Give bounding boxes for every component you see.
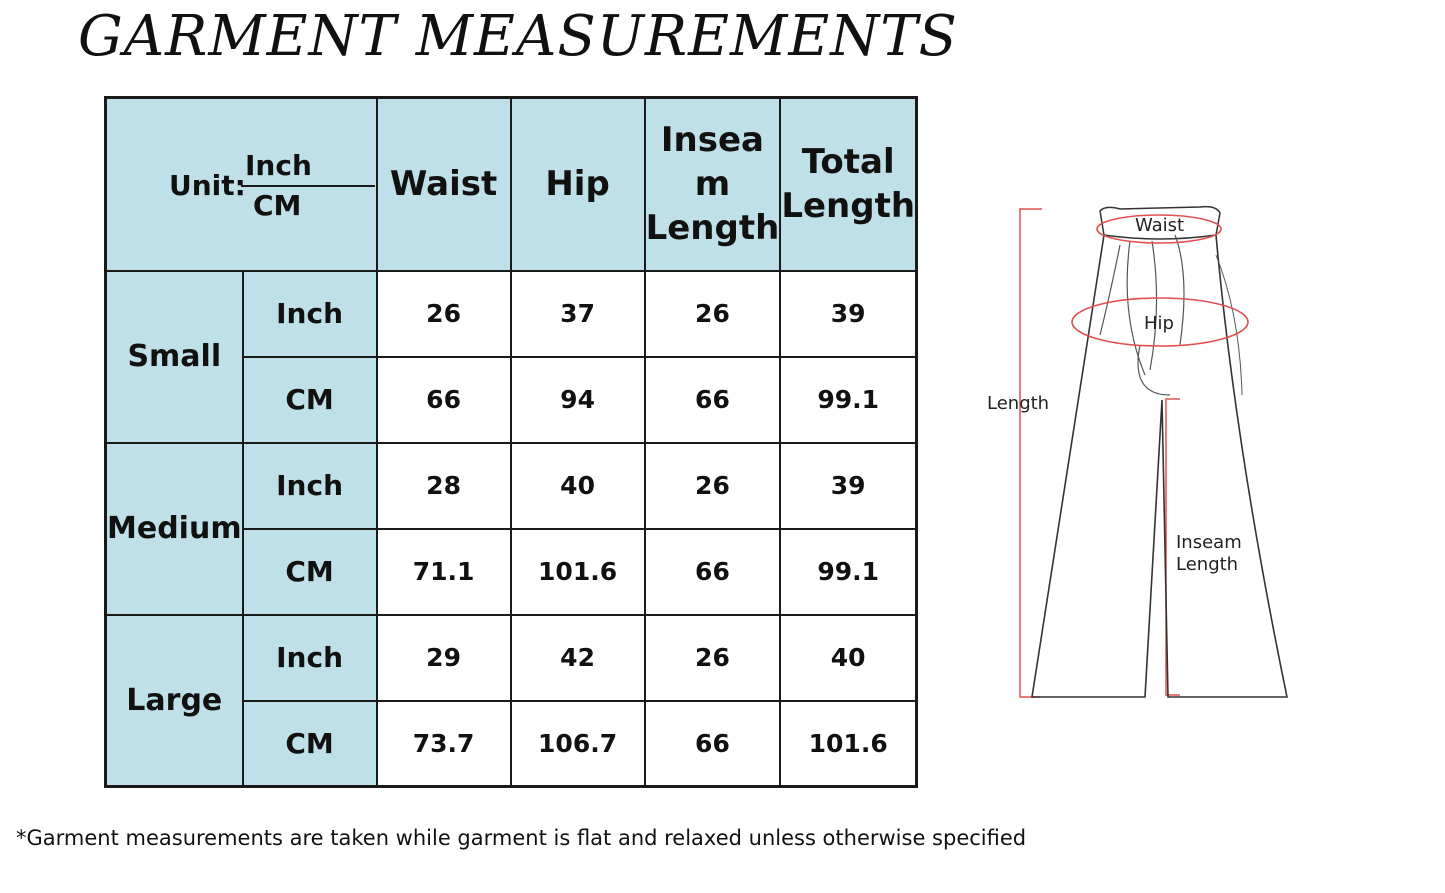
page-title: GARMENT MEASUREMENTS (78, 4, 958, 69)
unit-header-cell (106, 98, 377, 271)
pants-outline-icon (980, 195, 1310, 705)
value-cell: 39 (780, 271, 916, 357)
value-cell: 26 (645, 615, 781, 701)
value-cell: 66 (645, 701, 781, 787)
value-cell: 101.6 (511, 529, 645, 615)
header-row (106, 98, 917, 271)
value-cell: 26 (645, 443, 781, 529)
unit-divider (241, 185, 375, 187)
inseam-label-line2: Length (1176, 554, 1239, 575)
size-medium: Medium (106, 443, 243, 615)
inseam-label-line1: Inseam (1176, 532, 1242, 553)
column-header-inseam: Insea m Length (645, 98, 781, 271)
value-cell: 42 (511, 615, 645, 701)
value-cell: 26 (377, 271, 511, 357)
value-cell: 101.6 (780, 701, 916, 787)
value-cell: 37 (511, 271, 645, 357)
length-label: Length (987, 393, 1050, 414)
value-cell: 40 (511, 443, 645, 529)
value-cell: 40 (780, 615, 916, 701)
value-cell: 99.1 (780, 357, 916, 443)
value-cell: 26 (645, 271, 781, 357)
footnote: *Garment measurements are taken while garment is flat and relaxed unless otherwise specified (16, 826, 1027, 850)
size-small: Small (106, 271, 243, 443)
unit-cell: CM (243, 357, 377, 443)
value-cell: 94 (511, 357, 645, 443)
unit-cell: Inch (243, 271, 377, 357)
size-large: Large (106, 615, 243, 787)
value-cell: 39 (780, 443, 916, 529)
value-cell: 73.7 (377, 701, 511, 787)
value-cell: 29 (377, 615, 511, 701)
column-header-waist: Waist (377, 98, 511, 271)
unit-cell: CM (243, 701, 377, 787)
column-header-hip: Hip (511, 98, 645, 271)
table-row (106, 271, 917, 357)
waist-label: Waist (1135, 215, 1185, 236)
value-cell: 66 (645, 529, 781, 615)
unit-label: Unit: (169, 169, 246, 202)
value-cell: 71.1 (377, 529, 511, 615)
size-chart-table (104, 96, 918, 788)
table-row (106, 443, 917, 529)
hip-label: Hip (1144, 313, 1174, 334)
value-cell: 66 (645, 357, 781, 443)
value-cell: 99.1 (780, 529, 916, 615)
value-cell: 66 (377, 357, 511, 443)
value-cell: 106.7 (511, 701, 645, 787)
unit-cell: CM (243, 529, 377, 615)
pants-diagram (980, 195, 1310, 705)
table-row (106, 615, 917, 701)
unit-cell: Inch (243, 443, 377, 529)
value-cell: 28 (377, 443, 511, 529)
unit-inch-label: Inch (245, 149, 312, 182)
column-header-total-length: Total Length (780, 98, 916, 271)
unit-cell: Inch (243, 615, 377, 701)
unit-cm-label: CM (253, 189, 302, 222)
